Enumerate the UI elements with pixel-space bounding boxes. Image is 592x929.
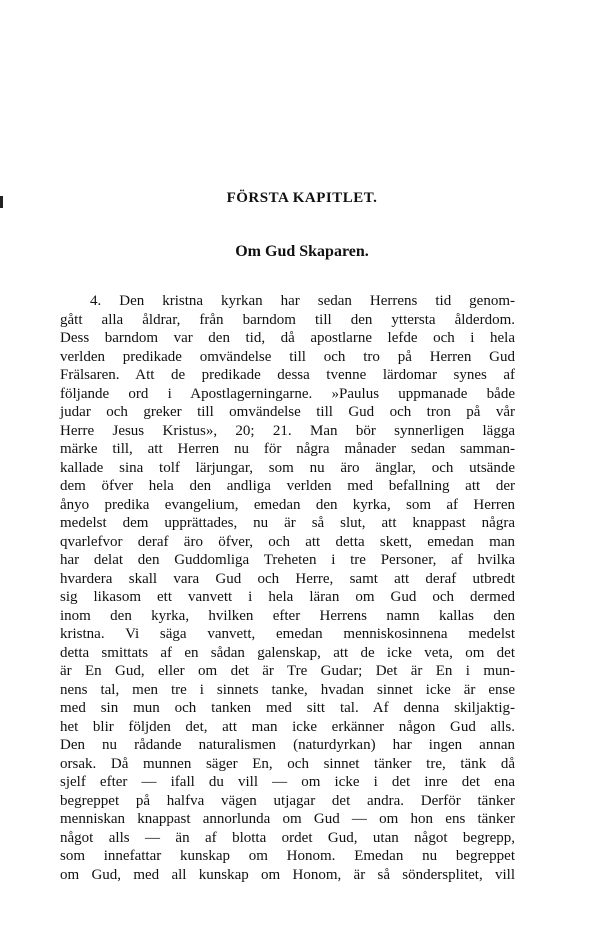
- text-line: ånyo predika evangelium, emedan den kyrka, som af Herren: [60, 496, 515, 513]
- text-line: qvarlefvor deraf äro öfver, och att detta skett, emedan man: [60, 533, 515, 550]
- text-line: dem öfver hela den andliga verlden med befallning att der: [60, 478, 515, 494]
- text-line: begreppet på halfva vägen utjagar det andra. Derför tänker: [60, 792, 515, 809]
- text-line: hvardera skall vara Gud och Herre, samt att deraf utbredt: [60, 570, 515, 587]
- text-line: är En Gud, eller om det är Tre Gudar; Det är En i mun-: [60, 663, 515, 679]
- text-line: orsak. Då munnen säger En, och sinnet tänker tre, tänk då: [60, 755, 515, 772]
- text-line: har delat den Guddomliga Treheten i tre Personer, af hvilka: [60, 552, 515, 568]
- text-line: medelst dem upprättades, nu är så slut, att knappast några: [60, 515, 515, 531]
- text-line: menniskan knappast annorlunda om Gud — om hon ens tänker: [60, 811, 515, 827]
- text-line: detta smittats af en sådan galenskap, att de icke veta, om det: [60, 644, 515, 661]
- text-line: med sin mun och tanken med sitt tal. Af denna skiljaktig-: [60, 700, 515, 716]
- text-line: följande ord i Apostlagerningarne. »Paulus uppmanade både: [60, 385, 515, 402]
- text-line: het blir följden det, att man icke erkänner någon Gud alls.: [60, 718, 515, 735]
- text-line: gått alla åldrar, från barndom till den yttersta ålderdom.: [60, 311, 515, 328]
- text-line: nens tal, men tre i sinnets tanke, hvadan sinnet icke är ense: [60, 681, 515, 698]
- text-line: kallade sina tolf lärjungar, som nu äro änglar, och utsände: [60, 459, 515, 476]
- text-line: Frälsaren. Att de predikade dessa tvenne lärdomar synes af: [60, 367, 515, 383]
- text-line: märke till, att Herren nu för några månader sedan samman-: [60, 441, 515, 457]
- text-line: sig likasom ett vanvett i hela läran om Gud och dermed: [60, 589, 515, 605]
- body-paragraph: [60, 292, 515, 884]
- text-line: Dess barndom var den tid, då apostlarne lefde och i hela: [60, 330, 515, 346]
- text-line: judar och greker till omvändelse till Gud och tron på vår: [60, 404, 515, 420]
- text-line: Herre Jesus Kristus», 20; 21. Man bör synnerligen lägga: [60, 422, 515, 439]
- text-line: sjelf efter — ifall du vill — om icke i det inre det ena: [60, 774, 515, 790]
- text-line: verlden predikade omvändelse till och tro på Herren Gud: [60, 348, 515, 365]
- text-line: kristna. Vi säga vanvett, emedan menniskosinnena medelst: [60, 626, 515, 642]
- text-line: något alls — än af blotta ordet Gud, utan något begrepp,: [60, 829, 515, 846]
- text-line: Den nu rådande naturalismen (naturdyrkan) har ingen annan: [60, 737, 515, 753]
- chapter-title: FÖRSTA KAPITLET.: [226, 190, 378, 206]
- text-line: 4. Den kristna kyrkan har sedan Herrens tid genom-: [90, 293, 515, 309]
- text-line: som innefattar kunskap om Honom. Emedan nu begreppet: [60, 848, 515, 864]
- text-line: inom den kyrka, hvilken efter Herrens namn kallas den: [60, 607, 515, 624]
- text-line: om Gud, med all kunskap om Honom, är så söndersplitet, vill: [60, 866, 515, 883]
- section-title: Om Gud Skaparen.: [235, 243, 369, 260]
